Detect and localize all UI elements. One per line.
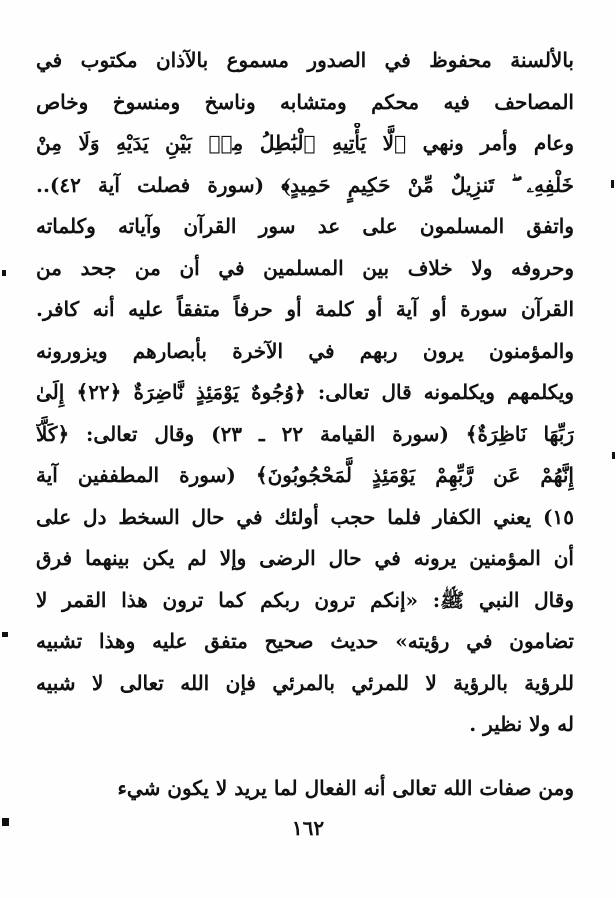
text-line: ومن صفات الله تعالى أنه الفعال لما يريد لا يكون شيء: [117, 775, 574, 800]
text-line: القرآن سورة أو آية أو كلمة أو حرفاً متفقاً عليه أنه كافر.: [36, 297, 574, 321]
text-line: وعام وأمر ونهي ﴿لَّا يَأْتِيهِ ٱلْبَٰطِلُ مِنۢ بَيْنِ يَدَيْهِ وَلَا مِنْ: [36, 131, 574, 155]
text-line: واتفق المسلمون على عد سور القرآن وآياته وكلماته: [36, 214, 574, 238]
text-line: أن المؤمنين يرونه في حال الرضى وإلا لم يكن بينهما فرق: [36, 546, 574, 570]
paragraph-gap: [36, 746, 574, 768]
text-line: له ولا نظير .: [469, 712, 574, 736]
text-line: خَلْفِهِۦ ۖ تَنزِيلٌ مِّنْ حَكِيمٍ حَمِيدٍ﴾ (سورة فصلت آية ٤٢)..: [36, 172, 574, 197]
text-line: بالألسنة محفوظ في الصدور مسموع بالآذان مكتوب في: [36, 48, 574, 72]
scan-artifact: [612, 452, 615, 459]
scan-artifact: [611, 180, 614, 188]
page-number: ١٦٢: [291, 816, 325, 840]
text-line: وقال النبي ﷺ: «إنكم ترون ربكم كما ترون هذا القمر لا: [36, 587, 574, 612]
text-line: تضامون في رؤيته» حديث صحيح متفق عليه وهذا تشبيه: [36, 629, 574, 653]
scan-artifact: [2, 270, 6, 276]
text-line: ويكلمهم ويكلمونه قال تعالى: ﴿وُجُوهٌ يَوْمَئِذٍ نَّاضِرَةٌ ﴿٢٢﴾ إِلَىٰ: [36, 380, 574, 404]
scan-artifact: [2, 818, 9, 826]
text-line: ١٥) يعني الكفار فلما حجب أولئك في حال السخط دل على: [36, 504, 574, 529]
text-line: للرؤية بالرؤية لا للمرئي بالمرئي فإن الله تعالى لا شبيه: [36, 670, 574, 695]
scan-artifact: [2, 632, 8, 637]
text-line: رَبِّهَا نَاظِرَةٌ﴾ (سورة القيامة ٢٢ ـ ٢٣) وقال تعالى: ﴿كَلَّآ: [36, 421, 574, 446]
text-line: المصاحف فيه محكم ومتشابه وناسخ ومنسوخ وخاص: [36, 89, 574, 114]
text-line: وحروفه ولا خلاف بين المسلمين في أن من جحد من: [36, 255, 574, 280]
body-text: [36, 40, 574, 809]
text-line: والمؤمنون يرون ربهم في الآخرة بأبصارهم ويزورونه: [36, 338, 574, 363]
text-line: إِنَّهُمْ عَن رَّبِّهِمْ يَوْمَئِذٍ لَّمَحْجُوبُونَ﴾ (سورة المطففين آية: [36, 463, 574, 487]
